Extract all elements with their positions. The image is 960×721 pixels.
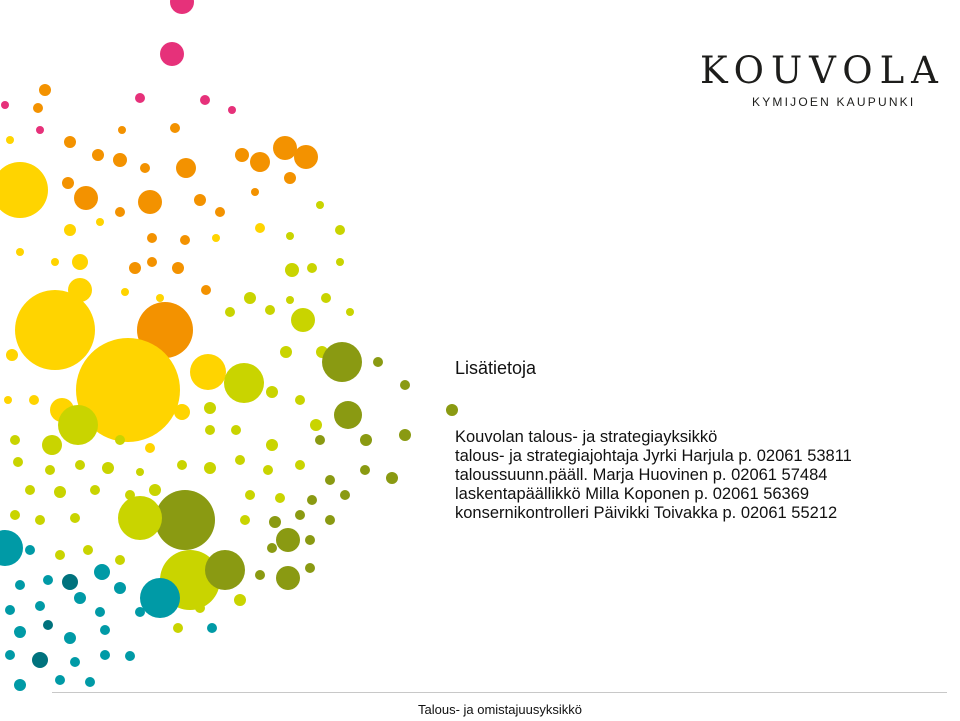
decorative-dot	[70, 657, 80, 667]
decorative-dot	[113, 153, 127, 167]
decorative-dot	[170, 0, 194, 14]
decorative-dot	[25, 485, 35, 495]
decorative-dot	[35, 601, 45, 611]
decorative-dot	[156, 294, 164, 302]
decorative-dot	[172, 262, 184, 274]
decorative-dot	[176, 158, 196, 178]
kouvola-logo	[700, 49, 960, 109]
decorative-dot	[266, 439, 278, 451]
decorative-dot	[225, 307, 235, 317]
decorative-dot	[251, 188, 259, 196]
decorative-dot	[125, 651, 135, 661]
decorative-dot	[205, 425, 215, 435]
decorative-dot	[204, 462, 216, 474]
decorative-dot	[275, 493, 285, 503]
decorative-dot	[325, 515, 335, 525]
decorative-dot	[263, 465, 273, 475]
decorative-dot	[102, 462, 114, 474]
decorative-dot	[140, 578, 180, 618]
decorative-dot	[400, 380, 410, 390]
decorative-dot	[15, 290, 95, 370]
decorative-dot	[269, 516, 281, 528]
decorative-dot	[173, 623, 183, 633]
decorative-dot	[70, 513, 80, 523]
decorative-dot	[295, 395, 305, 405]
decorative-dot	[194, 194, 206, 206]
decorative-dot	[215, 207, 225, 217]
decorative-dot	[115, 555, 125, 565]
decorative-dot	[207, 623, 217, 633]
decorative-dot	[224, 363, 264, 403]
decorative-dot	[336, 258, 344, 266]
decorative-dot	[273, 136, 297, 160]
decorative-dot	[250, 152, 270, 172]
decorative-dot	[235, 148, 249, 162]
decorative-dot	[200, 95, 210, 105]
decorative-dot	[201, 285, 211, 295]
decorative-dot	[360, 434, 372, 446]
footer-text: Talous- ja omistajuusyksikkö	[417, 702, 582, 717]
contact-line-accounting-manager: laskentapäällikkö Milla Koponen p. 02061 56369	[455, 485, 810, 503]
decorative-dot	[291, 308, 315, 332]
decorative-dot	[446, 404, 458, 416]
decorative-dot	[29, 395, 39, 405]
decorative-dot	[177, 460, 187, 470]
decorative-dot	[0, 162, 48, 218]
decorative-dot	[95, 607, 105, 617]
decorative-dot	[100, 650, 110, 660]
decorative-dot	[58, 405, 98, 445]
decorative-dot	[315, 435, 325, 445]
decorative-dot	[335, 225, 345, 235]
decorative-dot	[284, 172, 296, 184]
decorative-dot	[54, 486, 66, 498]
decorative-dot	[147, 233, 157, 243]
contact-line-unit: Kouvolan talous- ja strategiayksikkö	[455, 428, 718, 446]
decorative-dot	[212, 234, 220, 242]
page-heading: Lisätietoja	[455, 358, 537, 378]
decorative-dot	[0, 530, 23, 566]
decorative-dot	[15, 580, 25, 590]
decorative-dot	[399, 429, 411, 441]
decorative-dot	[307, 263, 317, 273]
decorative-dot	[14, 626, 26, 638]
decorative-dot	[121, 288, 129, 296]
decorative-dot	[55, 675, 65, 685]
decorative-dot	[228, 106, 236, 114]
decorative-dot	[340, 490, 350, 500]
decorative-dot	[265, 305, 275, 315]
decorative-dot	[75, 460, 85, 470]
decorative-dot	[83, 545, 93, 555]
decorative-dot	[360, 465, 370, 475]
decorative-dot	[316, 201, 324, 209]
decorative-dot	[149, 484, 161, 496]
decorative-dot	[334, 401, 362, 429]
decorative-dot	[13, 457, 23, 467]
decorative-dot	[42, 435, 62, 455]
decorative-dot	[195, 603, 205, 613]
footer-divider	[52, 692, 947, 693]
decorative-dot	[118, 496, 162, 540]
decorative-dot	[115, 435, 125, 445]
decorative-dot	[45, 465, 55, 475]
decorative-dot	[255, 570, 265, 580]
decorative-dot	[64, 136, 76, 148]
decorative-dot	[6, 136, 14, 144]
decorative-dot	[205, 550, 245, 590]
decorative-dot	[25, 545, 35, 555]
decorative-dot	[235, 455, 245, 465]
contact-info	[455, 428, 852, 523]
decorative-dot	[280, 346, 292, 358]
decorative-dot	[16, 248, 24, 256]
decorative-dot	[180, 235, 190, 245]
decorative-dot	[14, 679, 26, 691]
decorative-dot	[74, 592, 86, 604]
decorative-dot	[138, 190, 162, 214]
decorative-dot	[276, 566, 300, 590]
decorative-dot	[43, 575, 53, 585]
decorative-dot	[129, 262, 141, 274]
decorative-dot	[115, 207, 125, 217]
decorative-dot	[94, 564, 110, 580]
contact-line-controller: konsernikontrolleri Päivikki Toivakka p. 02061 55212	[455, 504, 838, 522]
decorative-dot	[310, 419, 322, 431]
decorative-dot	[85, 677, 95, 687]
decorative-dot	[321, 293, 331, 303]
decorative-dot	[170, 123, 180, 133]
decorative-dot	[240, 515, 250, 525]
decorative-dot	[204, 402, 216, 414]
decorative-dot	[322, 342, 362, 382]
decorative-dot	[190, 354, 226, 390]
decorative-dot	[51, 258, 59, 266]
logo-wordmark: KOUVOLA	[700, 49, 945, 92]
decorative-dot	[285, 263, 299, 277]
decorative-dot	[32, 652, 48, 668]
contact-line-planning-manager: taloussuunn.pääll. Marja Huovinen p. 02061 57484	[455, 466, 828, 484]
decorative-dot	[114, 582, 126, 594]
decorative-dot	[43, 620, 53, 630]
decorative-dot	[72, 254, 88, 270]
decorative-dot	[255, 223, 265, 233]
decorative-dot	[346, 308, 354, 316]
decorative-dot	[64, 224, 76, 236]
decorative-dot	[147, 257, 157, 267]
decorative-dot	[10, 435, 20, 445]
decorative-dot	[231, 425, 241, 435]
contact-line-director: talous- ja strategiajohtaja Jyrki Harjula p. 02061 53811	[455, 447, 852, 465]
decorative-dot	[135, 93, 145, 103]
decorative-dot	[234, 594, 246, 606]
decorative-dot	[286, 296, 294, 304]
decorative-dot	[6, 349, 18, 361]
decorative-dot	[295, 460, 305, 470]
decorative-dot	[286, 232, 294, 240]
decorative-dot	[244, 292, 256, 304]
decorative-dot	[160, 42, 184, 66]
decorative-dot	[100, 625, 110, 635]
decorative-dot	[155, 490, 215, 550]
decorative-dot	[96, 218, 104, 226]
decorative-dot	[5, 650, 15, 660]
decorative-dot	[92, 149, 104, 161]
decorative-dot	[305, 535, 315, 545]
decorative-dot	[90, 485, 100, 495]
decorative-dot	[245, 490, 255, 500]
decorative-dot-pattern	[0, 0, 480, 700]
decorative-dot	[373, 357, 383, 367]
decorative-dot	[36, 126, 44, 134]
decorative-dot	[294, 145, 318, 169]
decorative-dot	[276, 528, 300, 552]
decorative-dot	[10, 510, 20, 520]
decorative-dot	[74, 186, 98, 210]
decorative-dot	[325, 475, 335, 485]
decorative-dot	[386, 472, 398, 484]
decorative-dot	[174, 404, 190, 420]
decorative-dot	[33, 103, 43, 113]
decorative-dot	[295, 510, 305, 520]
decorative-dot	[5, 605, 15, 615]
decorative-dot	[307, 495, 317, 505]
decorative-dot	[136, 468, 144, 476]
decorative-dot	[55, 550, 65, 560]
decorative-dot	[267, 543, 277, 553]
decorative-dot	[118, 126, 126, 134]
decorative-dot	[62, 177, 74, 189]
logo-tagline: KYMIJOEN KAUPUNKI	[752, 95, 916, 109]
decorative-dot	[62, 574, 78, 590]
decorative-dot	[39, 84, 51, 96]
decorative-dot	[4, 396, 12, 404]
decorative-dot	[145, 443, 155, 453]
decorative-dot	[64, 632, 76, 644]
decorative-dot	[305, 563, 315, 573]
decorative-dot	[140, 163, 150, 173]
decorative-dot	[35, 515, 45, 525]
decorative-dot	[135, 607, 145, 617]
decorative-dot	[1, 101, 9, 109]
decorative-dot	[266, 386, 278, 398]
